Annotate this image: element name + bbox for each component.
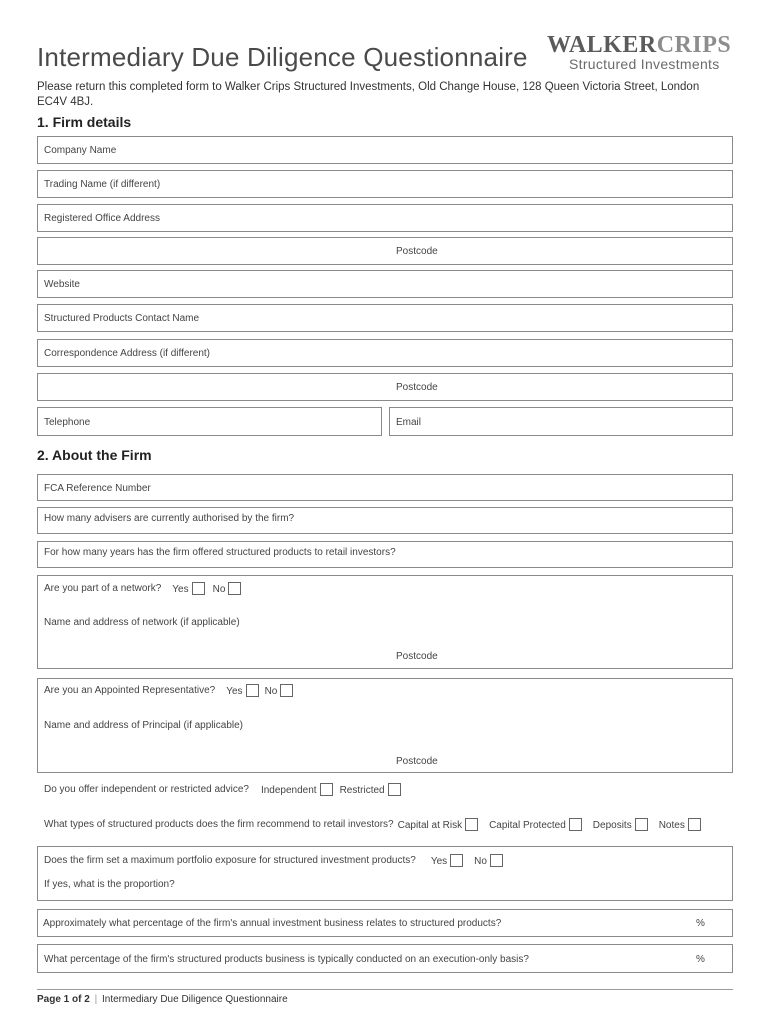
capital-at-risk-label: Capital at Risk xyxy=(397,820,463,831)
capital-at-risk-checkbox[interactable] xyxy=(465,818,478,831)
trading-name-field[interactable] xyxy=(37,170,733,198)
restricted-label: Restricted xyxy=(339,785,385,796)
years-offered-label: For how many years has the firm offered structured products to retail investors? xyxy=(44,547,396,558)
registered-office-field[interactable] xyxy=(37,204,733,232)
website-field[interactable] xyxy=(37,270,733,298)
company-name-label: Company Name xyxy=(44,145,117,156)
ar-yes-option xyxy=(226,684,258,697)
footer-separator: | xyxy=(94,994,98,1005)
exposure-yes-checkbox[interactable] xyxy=(450,854,463,867)
max-exposure-row xyxy=(44,854,503,867)
principal-postcode-label: Postcode xyxy=(396,756,438,767)
company-name-field[interactable] xyxy=(37,136,733,164)
network-yes-option xyxy=(172,582,204,595)
capital-at-risk-option xyxy=(398,818,478,831)
yes-label: Yes xyxy=(430,856,448,867)
independent-checkbox[interactable] xyxy=(320,783,333,796)
trading-name-label: Trading Name (if different) xyxy=(44,179,161,190)
section-1-heading: 1. Firm details xyxy=(37,114,132,130)
website-label: Website xyxy=(44,279,80,290)
types-question: What types of structured products does the firm recommend to retail investors? xyxy=(44,819,394,830)
yes-label: Yes xyxy=(226,686,243,697)
notes-option xyxy=(659,818,701,831)
page-title: Intermediary Due Diligence Questionnaire xyxy=(37,42,528,72)
footer-doc-name: Intermediary Due Diligence Questionnaire xyxy=(101,994,288,1005)
network-no-option xyxy=(213,582,242,595)
logo-light-text: CRIPS xyxy=(656,32,732,58)
proportion-label: If yes, what is the proportion? xyxy=(44,879,175,890)
logo xyxy=(547,32,731,59)
postcode-label: Postcode xyxy=(396,382,438,393)
footer xyxy=(37,994,288,1005)
capital-protected-label: Capital Protected xyxy=(489,820,566,831)
capital-protected-option xyxy=(489,818,582,831)
page-number: Page 1 of 2 xyxy=(37,994,90,1005)
pct-execution-field[interactable] xyxy=(37,944,733,973)
ar-question: Are you an Appointed Representative? xyxy=(44,685,216,696)
deposits-option xyxy=(593,818,648,831)
section-2-heading: 2. About the Firm xyxy=(37,447,152,463)
advice-question: Do you offer independent or restricted advice? xyxy=(44,784,249,795)
appointed-representative-box xyxy=(37,678,733,773)
contact-name-label: Structured Products Contact Name xyxy=(44,313,200,324)
exposure-yes-option xyxy=(431,854,463,867)
telephone-field[interactable] xyxy=(37,407,382,436)
advice-question-row xyxy=(44,783,401,796)
pct-business-label: Approximately what percentage of the firm's annual investment business relates to structured products? xyxy=(43,918,502,929)
pct-execution-label: What percentage of the firm's structured products business is typically conducted on an execution-only basis? xyxy=(44,954,529,965)
no-label: No xyxy=(474,856,487,867)
principal-name-label: Name and address of Principal (if applicable) xyxy=(44,720,243,731)
percent-sign: % xyxy=(696,918,705,929)
advisers-count-label: How many advisers are currently authorised by the firm? xyxy=(44,513,295,524)
telephone-label: Telephone xyxy=(44,417,91,428)
ar-question-row xyxy=(44,684,293,697)
ar-yes-checkbox[interactable] xyxy=(246,684,259,697)
email-label: Email xyxy=(396,417,422,428)
intro-text: Please return this completed form to Walker Crips Structured Investments, Old Change House, 128 Queen Victoria Street, London EC4V 4BJ. xyxy=(37,81,700,108)
correspondence-postcode-field[interactable] xyxy=(37,373,733,401)
exposure-no-option xyxy=(474,854,503,867)
independent-option xyxy=(261,783,333,796)
fca-reference-field[interactable] xyxy=(37,474,733,501)
restricted-option xyxy=(340,783,401,796)
logo-dark-text: WALKER xyxy=(547,32,657,58)
ar-no-option xyxy=(265,684,294,697)
logo-subtitle: Structured Investments xyxy=(569,56,720,72)
registered-office-label: Registered Office Address xyxy=(44,213,160,224)
restricted-checkbox[interactable] xyxy=(388,783,401,796)
deposits-label: Deposits xyxy=(592,820,632,831)
network-yes-checkbox[interactable] xyxy=(192,582,205,595)
types-question-row xyxy=(44,818,701,831)
network-name-label: Name and address of network (if applicable) xyxy=(44,617,240,628)
footer-divider xyxy=(37,989,733,990)
max-exposure-box xyxy=(37,846,733,901)
ar-no-checkbox[interactable] xyxy=(280,684,293,697)
advisers-count-field[interactable] xyxy=(37,507,733,534)
correspondence-address-label: Correspondence Address (if different) xyxy=(44,348,211,359)
correspondence-address-field[interactable] xyxy=(37,339,733,367)
no-label: No xyxy=(212,584,226,595)
yes-label: Yes xyxy=(172,584,189,595)
no-label: No xyxy=(264,686,278,697)
postcode-label: Postcode xyxy=(396,246,438,257)
network-no-checkbox[interactable] xyxy=(228,582,241,595)
capital-protected-checkbox[interactable] xyxy=(569,818,582,831)
notes-checkbox[interactable] xyxy=(688,818,701,831)
independent-label: Independent xyxy=(260,785,317,796)
years-offered-field[interactable] xyxy=(37,541,733,568)
pct-business-field[interactable] xyxy=(37,909,733,937)
email-field[interactable] xyxy=(389,407,733,436)
network-postcode-label: Postcode xyxy=(396,651,438,662)
deposits-checkbox[interactable] xyxy=(635,818,648,831)
network-box xyxy=(37,575,733,669)
network-question-row xyxy=(44,582,241,595)
fca-reference-label: FCA Reference Number xyxy=(44,483,151,494)
notes-label: Notes xyxy=(658,820,685,831)
contact-name-field[interactable] xyxy=(37,304,733,332)
max-exposure-question: Does the firm set a maximum portfolio exposure for structured investment products? xyxy=(44,855,416,866)
network-question: Are you part of a network? xyxy=(44,583,162,594)
registered-postcode-field[interactable] xyxy=(37,237,733,265)
exposure-no-checkbox[interactable] xyxy=(490,854,503,867)
percent-sign: % xyxy=(696,954,705,965)
